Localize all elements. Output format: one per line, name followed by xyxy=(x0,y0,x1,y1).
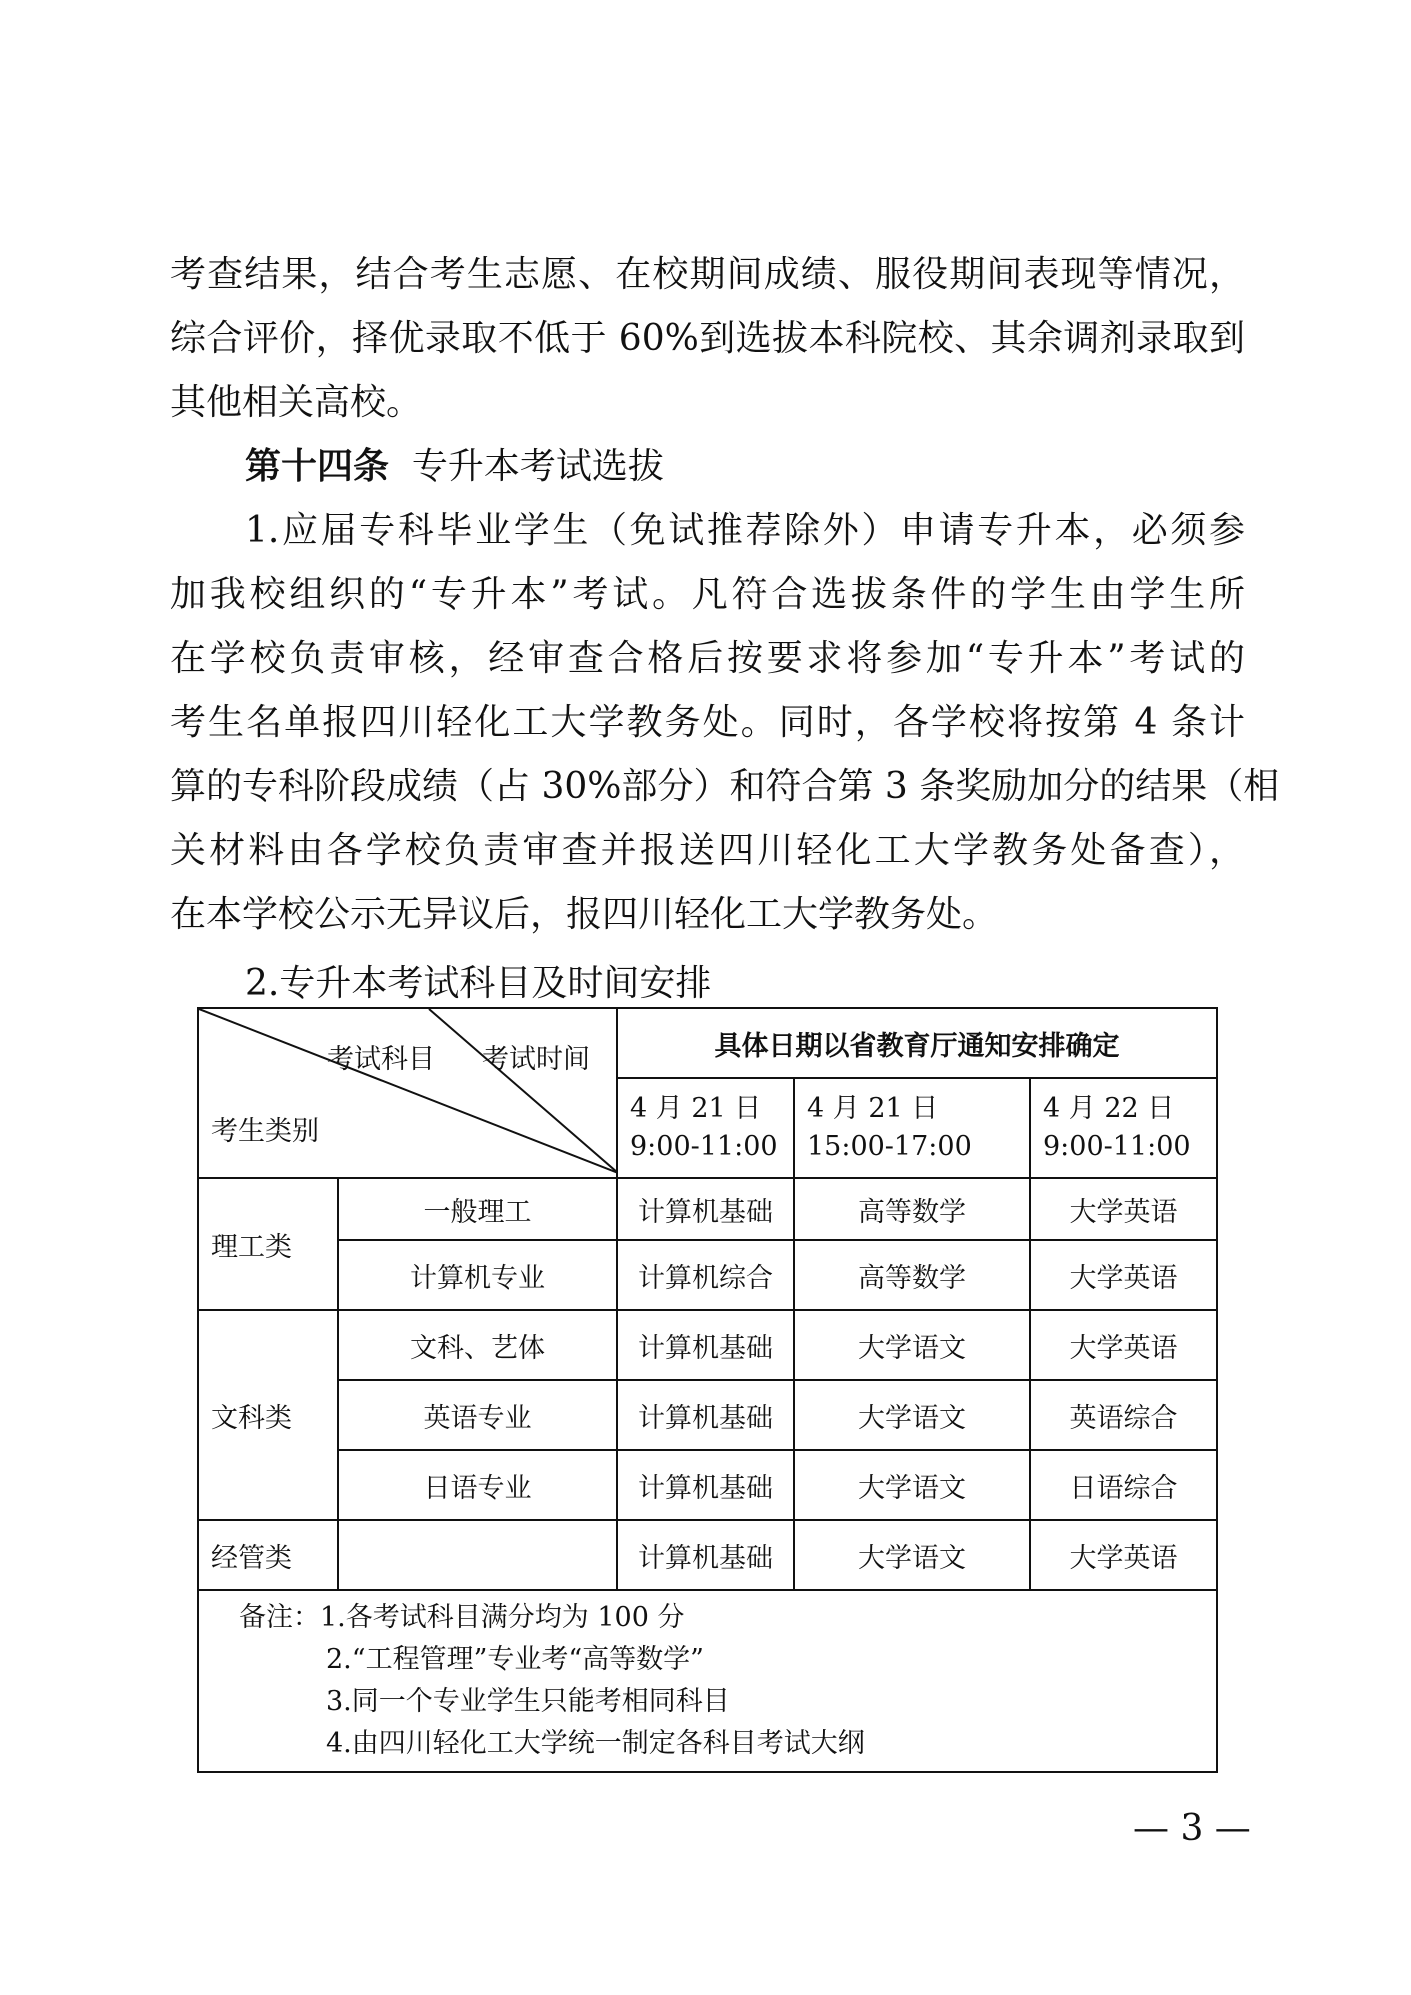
category-cell: 理工类 xyxy=(198,1178,338,1310)
paragraph-line: 其他相关高校。 xyxy=(170,382,423,423)
subject-cell: 大学语文 xyxy=(794,1520,1030,1590)
exam-schedule-table xyxy=(197,1007,1218,1773)
major-cell: 英语专业 xyxy=(338,1380,617,1450)
subject-cell: 英语综合 xyxy=(1030,1380,1217,1450)
subject-cell: 计算机综合 xyxy=(617,1240,794,1310)
subject-cell: 计算机基础 xyxy=(617,1178,794,1240)
major-cell: 文科、艺体 xyxy=(338,1310,617,1380)
major-cell xyxy=(338,1520,617,1590)
note-line: 备注：1.各考试科目满分均为 100 分 xyxy=(239,1602,685,1633)
subject-cell: 日语综合 xyxy=(1030,1450,1217,1520)
paragraph-line: 在本学校公示无异议后，报四川轻化工大学教务处。 xyxy=(170,894,999,935)
time-slot-3: 4 月 22 日 9:00-11:00 xyxy=(1030,1078,1217,1178)
diag-category-label: 考生类别 xyxy=(211,1116,319,1147)
note-line: 2.“工程管理”专业考“高等数学” xyxy=(326,1644,704,1675)
paragraph-line: 考查结果，结合考生志愿、在校期间成绩、服役期间表现等情况， xyxy=(170,254,1245,295)
major-cell: 一般理工 xyxy=(338,1178,617,1240)
paragraph-line: 考生名单报四川轻化工大学教务处。同时，各学校将按第 4 条计 xyxy=(170,702,1245,743)
paragraph-line: 加我校组织的“专升本”考试。凡符合选拔条件的学生由学生所 xyxy=(170,574,1245,615)
date-header: 具体日期以省教育厅通知安排确定 xyxy=(617,1008,1217,1078)
article-heading xyxy=(245,434,664,499)
table-row xyxy=(198,1240,1217,1310)
paragraph-line: 算的专科阶段成绩（占 30%部分）和符合第 3 条奖励加分的结果（相 xyxy=(170,766,1280,807)
subject-cell: 大学语文 xyxy=(794,1450,1030,1520)
subject-cell: 高等数学 xyxy=(794,1240,1030,1310)
notes-label: 备注： xyxy=(239,1602,320,1633)
paragraph-1 xyxy=(170,243,1245,435)
notes-cell xyxy=(198,1590,1217,1772)
paragraph-line: 在学校负责审核，经审查合格后按要求将参加“专升本”考试的 xyxy=(170,638,1245,679)
paragraph-2 xyxy=(170,499,1280,947)
paragraph-line: 1.应届专科毕业学生（免试推荐除外）申请专升本，必须参 xyxy=(245,510,1245,551)
major-cell: 日语专业 xyxy=(338,1450,617,1520)
subject-cell: 大学英语 xyxy=(1030,1240,1217,1310)
notes-row xyxy=(198,1590,1217,1772)
note-line: 3.同一个专业学生只能考相同科目 xyxy=(326,1686,730,1717)
subject-cell: 大学英语 xyxy=(1030,1310,1217,1380)
category-cell: 经管类 xyxy=(198,1520,338,1590)
category-cell: 文科类 xyxy=(198,1310,338,1520)
article-label: 第十四条 xyxy=(245,445,390,487)
subject-cell: 高等数学 xyxy=(794,1178,1030,1240)
subject-cell: 计算机基础 xyxy=(617,1520,794,1590)
time-slot-2: 4 月 21 日 15:00-17:00 xyxy=(794,1078,1030,1178)
subject-cell: 大学英语 xyxy=(1030,1520,1217,1590)
table-row xyxy=(198,1520,1217,1590)
diag-subject-label: 考试科目 xyxy=(327,1044,435,1075)
note-line: 4.由四川轻化工大学统一制定各科目考试大纲 xyxy=(326,1728,865,1759)
table-row xyxy=(198,1310,1217,1380)
diagonal-lines xyxy=(199,1009,618,1175)
diag-time-label: 考试时间 xyxy=(482,1044,590,1075)
table-row xyxy=(198,1380,1217,1450)
subject-cell: 大学英语 xyxy=(1030,1178,1217,1240)
paragraph-line: 关材料由各学校负责审查并报送四川轻化工大学教务处备查）， xyxy=(170,830,1245,871)
table-caption: 2.专升本考试科目及时间安排 xyxy=(245,963,712,1004)
table-row xyxy=(198,1178,1217,1240)
article-title: 专升本考试选拔 xyxy=(411,446,664,487)
subject-cell: 大学语文 xyxy=(794,1310,1030,1380)
subject-cell: 计算机基础 xyxy=(617,1380,794,1450)
diagonal-header-cell xyxy=(198,1008,617,1178)
paragraph-line: 综合评价，择优录取不低于 60%到选拔本科院校、其余调剂录取到 xyxy=(170,318,1245,359)
page-number: — 3 — xyxy=(1133,1808,1251,1849)
time-slot-1: 4 月 21 日 9:00-11:00 xyxy=(617,1078,794,1178)
subject-cell: 计算机基础 xyxy=(617,1310,794,1380)
subject-cell: 大学语文 xyxy=(794,1380,1030,1450)
major-cell: 计算机专业 xyxy=(338,1240,617,1310)
table-row xyxy=(198,1450,1217,1520)
subject-cell: 计算机基础 xyxy=(617,1450,794,1520)
